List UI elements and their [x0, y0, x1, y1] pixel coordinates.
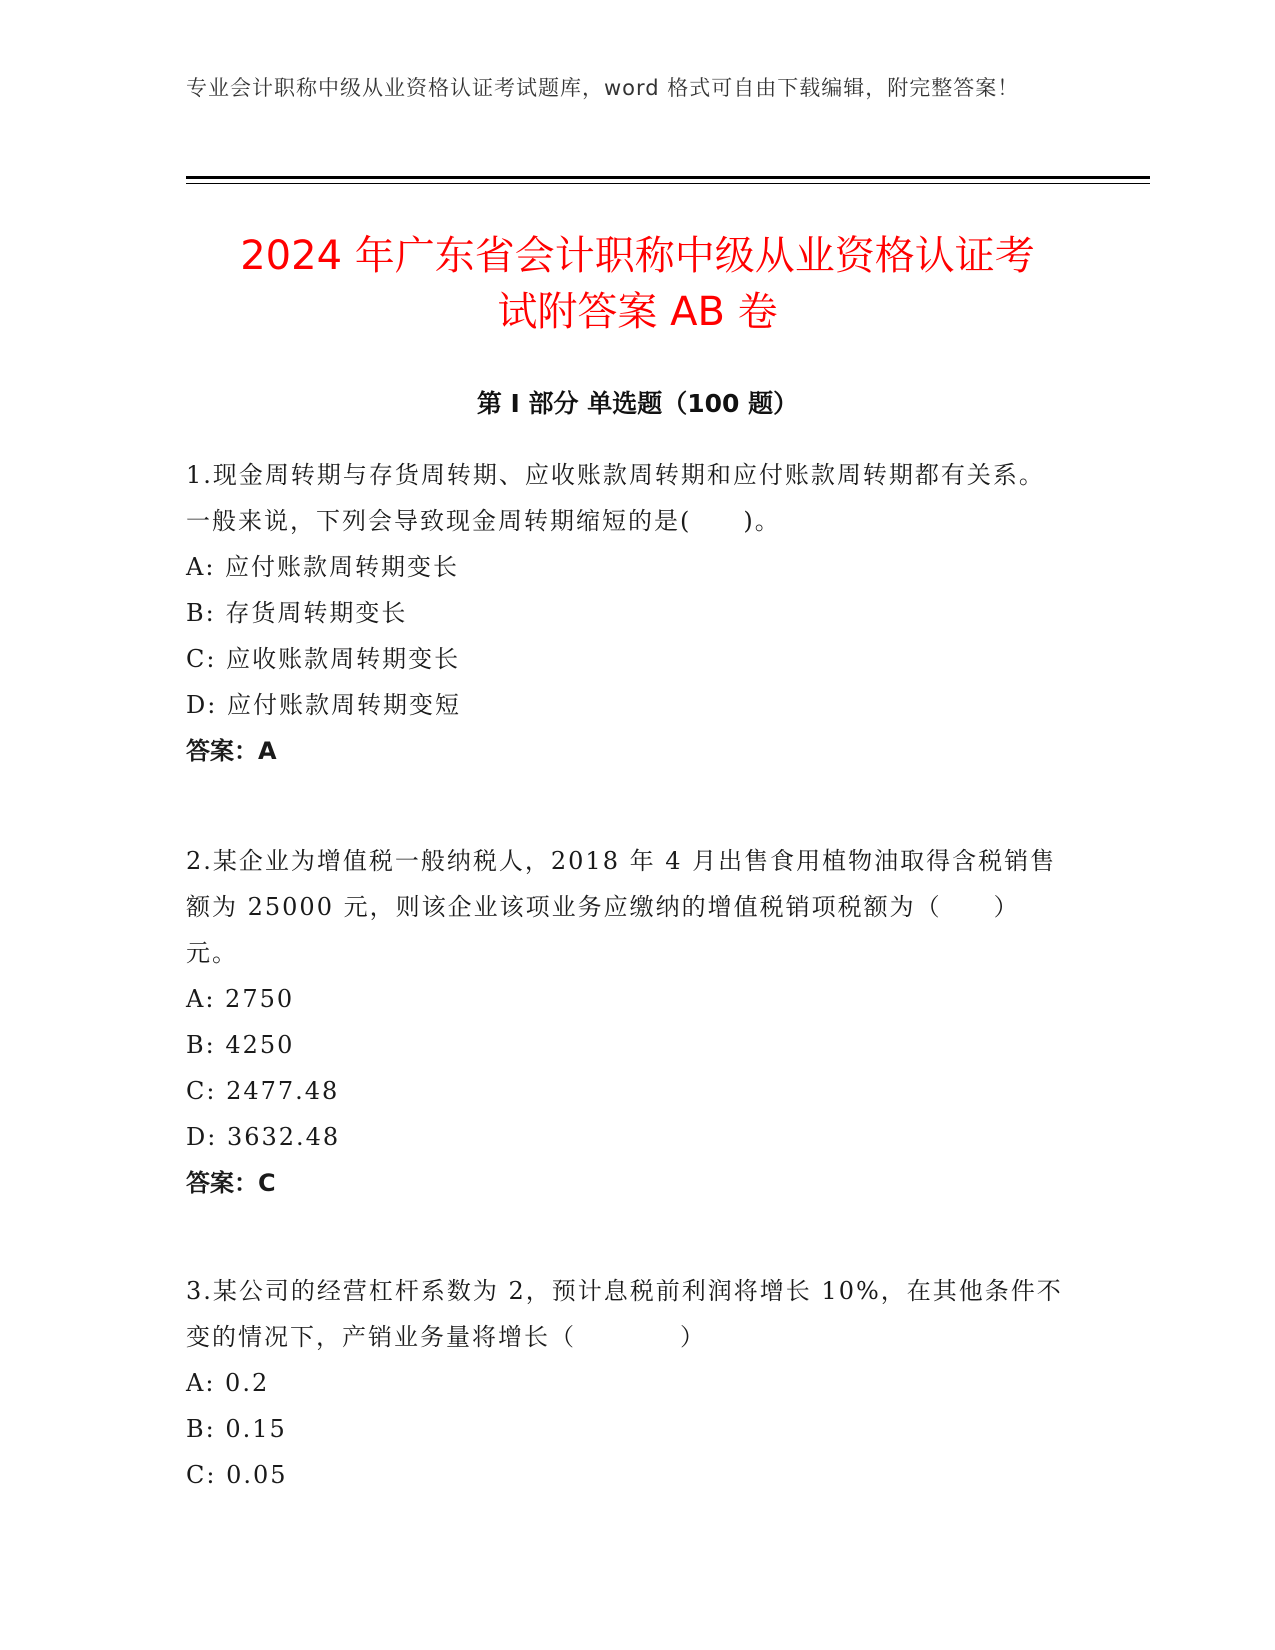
question-3 — [186, 1268, 1066, 1498]
header-divider-thick — [186, 176, 1150, 179]
option-b: B: 0.15 — [186, 1415, 287, 1443]
option-a: A: 0.2 — [186, 1369, 270, 1397]
option-b: B: 4250 — [186, 1031, 295, 1059]
answer: 答案：C — [186, 1169, 276, 1197]
title-line-2: 试附答案 AB 卷 — [497, 289, 778, 335]
answer: 答案：A — [186, 737, 277, 765]
option-a: A: 应付账款周转期变长 — [186, 553, 460, 581]
question-stem: 2.某企业为增值税一般纳税人，2018 年 4 月出售食用植物油取得含税销售额为 25000 元，则该企业该项业务应缴纳的增值税销项税额为（ ）元。 — [186, 847, 1057, 967]
option-c: C: 2477.48 — [186, 1077, 340, 1105]
question-2 — [186, 838, 1066, 1206]
question-stem: 3.某公司的经营杠杆系数为 2，预计息税前利润将增长 10%，在其他条件不变的情况下，产销业务量将增长（ ） — [186, 1277, 1063, 1351]
option-c: C: 应收账款周转期变长 — [186, 645, 461, 673]
option-d: D: 应付账款周转期变短 — [186, 691, 461, 719]
document-title — [150, 228, 1125, 340]
section-title: 第 I 部分 单选题（100 题） — [476, 389, 799, 418]
option-b: B: 存货周转期变长 — [186, 599, 408, 627]
option-a: A: 2750 — [186, 985, 295, 1013]
question-1 — [186, 452, 1066, 774]
title-line-1: 2024 年广东省会计职称中级从业资格认证考 — [240, 233, 1035, 279]
header-divider-thin — [186, 183, 1150, 184]
header-note: 专业会计职称中级从业资格认证考试题库，word 格式可自由下载编辑，附完整答案！ — [186, 76, 1020, 100]
question-stem: 1.现金周转期与存货周转期、应收账款周转期和应付账款周转期都有关系。一般来说，下列会导致现金周转期缩短的是( )。 — [186, 461, 1045, 535]
option-d: D: 3632.48 — [186, 1123, 341, 1151]
option-c: C: 0.05 — [186, 1461, 288, 1489]
